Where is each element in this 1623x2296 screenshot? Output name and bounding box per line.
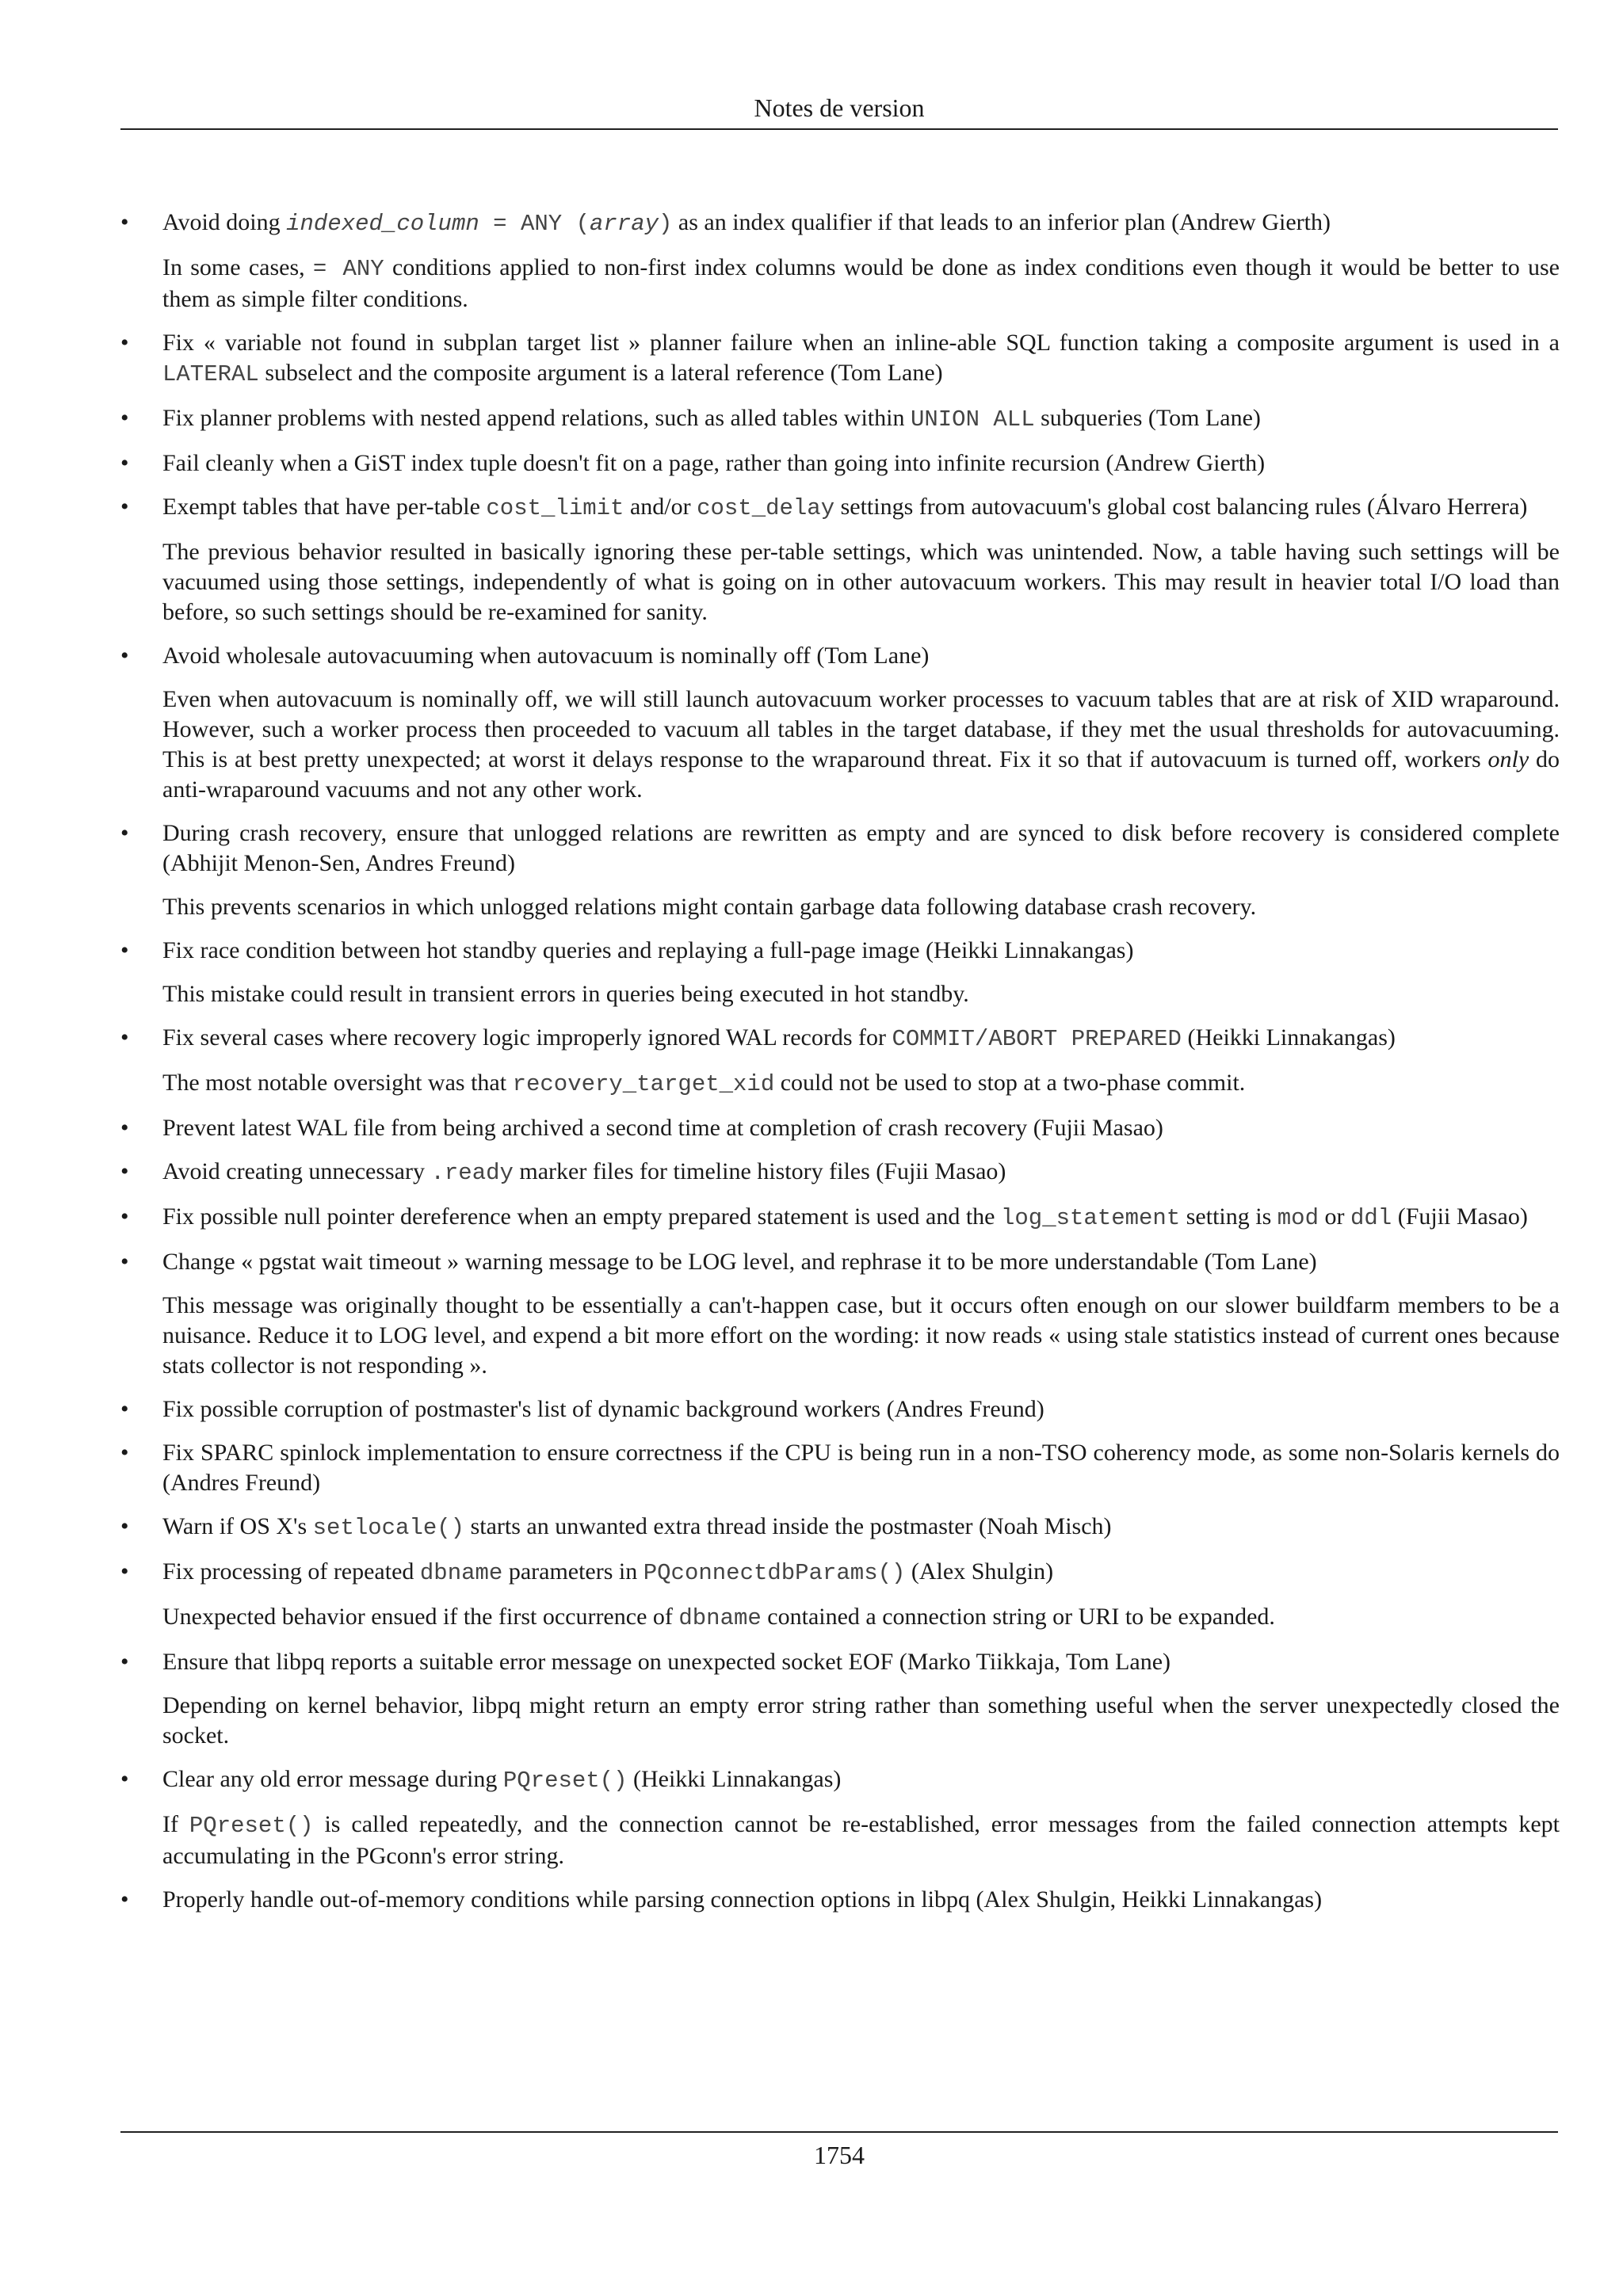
item-summary [162,1557,1560,1589]
text-run: Fix SPARC spinlock implementation to ensure correctness if the CPU is being run in a non-TSO coherency mode, as some non-Solaris kernels do (Andres Freund) [162,1440,1560,1496]
bullet-icon: • [120,1766,129,1792]
text-run: Fix several cases where recovery logic improperly ignored WAL records for [162,1024,892,1051]
bullet-icon: • [120,1558,129,1585]
item-description [162,979,1560,1009]
inline-code: = ANY ( [479,211,590,237]
item-description [162,537,1560,627]
text-run: This prevents scenarios in which unlogged relations might contain garbage data following database crash recovery. [162,894,1257,920]
text-run: parameters in [502,1558,643,1585]
list-item [120,818,1560,922]
list-item [120,208,1560,315]
list-item-body [162,328,1560,390]
bullet-icon: • [120,1513,129,1539]
text-run: In some cases, [162,254,313,280]
bullet-icon: • [120,1158,129,1184]
bullet-icon: • [120,494,129,520]
text-run: The previous behavior resulted in basically ignoring these per-table settings, which was unintended. Now, a table having such settings will be vacuumed using those settings, independently of what is going on in other autovacuum workers. This may result in heavier total I/O load than before, so such settings should be re-examined for sanity. [162,539,1560,625]
item-summary [162,1247,1560,1277]
release-notes-list [120,208,1560,1928]
text-run: starts an unwanted extra thread inside the postmaster (Noah Misch) [464,1513,1112,1539]
text-run: subqueries (Tom Lane) [1034,405,1261,431]
list-item [120,1512,1560,1543]
text-run: Properly handle out-of-memory conditions while parsing connection options in libpq (Alex Shulgin, Heikki Linnakangas) [162,1886,1323,1913]
list-item [120,936,1560,1009]
list-item-body [162,492,1560,627]
inline-code: PQconnectdbParams() [643,1560,906,1586]
bullet-icon: • [120,1886,129,1913]
bullet-icon: • [120,1203,129,1230]
item-summary [162,328,1560,390]
item-description [162,1602,1560,1634]
text-run: or [1318,1203,1350,1230]
inline-code: cost_delay [697,495,835,521]
list-item [120,492,1560,627]
item-summary [162,492,1560,524]
item-summary [162,1113,1560,1143]
item-description [162,892,1560,922]
text-run: settings from autovacuum's global cost balancing rules (Álvaro Herrera) [834,494,1528,520]
item-summary [162,1885,1560,1915]
list-item-body [162,1023,1560,1100]
text-run: Fix race condition between hot standby queries and replaying a full-page image (Heikki Linnakangas) [162,937,1134,963]
list-item-body [162,208,1560,315]
text-run: Fix processing of repeated [162,1558,420,1585]
list-item-body [162,1557,1560,1634]
inline-code: ) [659,211,673,237]
text-run: do anti-wraparound vacuums and not any other work. [162,746,1560,803]
text-run: Prevent latest WAL file from being archived a second time at completion of crash recovery (Fujii Masao) [162,1115,1163,1141]
text-run: and/or [624,494,697,520]
item-description [162,253,1560,315]
text-run: Fix possible corruption of postmaster's list of dynamic background workers (Andres Freund) [162,1396,1044,1422]
text-run: conditions applied to non-first index columns would be done as index conditions even though it would be better to use them as simple filter conditions. [162,254,1560,312]
list-item [120,1885,1560,1915]
text-run: Exempt tables that have per-table [162,494,487,520]
item-summary [162,403,1560,435]
list-item [120,1438,1560,1498]
inline-code: ddl [1350,1205,1392,1231]
list-item [120,1557,1560,1634]
text-run: The most notable oversight was that [162,1070,513,1096]
item-summary [162,1764,1560,1796]
list-item [120,1394,1560,1425]
inline-code: dbname [678,1605,762,1631]
text-run: (Alex Shulgin) [905,1558,1054,1585]
item-description [162,685,1560,805]
list-item-body [162,1247,1560,1381]
list-item-body [162,936,1560,1009]
bullet-icon: • [120,1396,129,1422]
text-run: subselect and the composite argument is a lateral reference (Tom Lane) [258,360,943,386]
text-run: Even when autovacuum is nominally off, we will still launch autovacuum worker processes to vacuum tables that are at risk of XID wraparound. However, such a worker process then proceeded to vacuum all tables in the target database, if they met the usual thresholds for autovacuuming. This is at best pretty unexpected; at worst it delays response to the wraparound threat. Fix it so that if autovacuum is turned off, workers [162,686,1560,772]
bullet-icon: • [120,1024,129,1051]
text-run: Fail cleanly when a GiST index tuple doesn't fit on a page, rather than going into infinite recursion (Andrew Gierth) [162,450,1266,476]
list-item-body [162,1885,1560,1915]
text-run: as an index qualifier if that leads to an inferior plan (Andrew Gierth) [672,209,1331,235]
inline-code: dbname [419,1560,503,1586]
list-item-body [162,1394,1560,1425]
item-summary [162,936,1560,966]
list-item-body [162,1512,1560,1543]
item-description [162,1291,1560,1381]
bullet-icon: • [120,820,129,846]
text-run: (Fujii Masao) [1392,1203,1528,1230]
item-summary [162,1647,1560,1677]
text-run: During crash recovery, ensure that unlogged relations are rewritten as empty and are synced to disk before recovery is considered complete (Abhijit Menon-Sen, Andres Freund) [162,820,1560,876]
item-summary [162,208,1560,239]
list-item-body [162,641,1560,805]
item-summary [162,818,1560,879]
bullet-icon: • [120,405,129,431]
list-item-body [162,1764,1560,1871]
text-run: Fix planner problems with nested append relations, such as alled tables within [162,405,911,431]
footer-rule [120,2131,1558,2133]
text-run: Clear any old error message during [162,1766,503,1792]
list-item [120,1113,1560,1143]
bullet-icon: • [120,1249,129,1275]
text-run: could not be used to stop at a two-phase commit. [774,1070,1246,1096]
text-run: Ensure that libpq reports a suitable error message on unexpected socket EOF (Marko Tiikkaja, Tom Lane) [162,1649,1171,1675]
list-item [120,448,1560,479]
inline-code: UNION ALL [910,406,1035,433]
text-run: is called repeatedly, and the connection cannot be re-established, error messages from the failed connection attempts kept accumulating in the PGconn's error string. [162,1811,1560,1869]
inline-code: .ready [430,1160,514,1186]
inline-code: recovery_target_xid [512,1071,775,1097]
inline-code: PQreset() [502,1768,628,1794]
text-run: setting is [1180,1203,1277,1230]
item-description [162,1810,1560,1871]
list-item [120,1023,1560,1100]
list-item [120,328,1560,390]
item-summary [162,1394,1560,1425]
text-run: This message was originally thought to be essentially a can't-happen case, but it occurs often enough on our slower buildfarm members to be a nuisance. Reduce it to LOG level, and expend a bit more effort on the wording: it now reads « using stale statistics instead of current ones because stats collector is not responding ». [162,1292,1560,1379]
item-summary [162,1512,1560,1543]
bullet-icon: • [120,330,129,356]
list-item [120,1157,1560,1188]
list-item-body [162,1113,1560,1143]
inline-code: array [589,211,659,237]
text-run: Avoid creating unnecessary [162,1158,431,1184]
bullet-icon: • [120,209,129,235]
inline-code: mod [1277,1205,1319,1231]
item-description [162,1068,1560,1100]
list-item-body [162,1157,1560,1188]
text-run: Unexpected behavior ensued if the first occurrence of [162,1604,679,1630]
header-rule [120,128,1558,130]
text-run: marker files for timeline history files (Fujii Masao) [513,1158,1006,1184]
text-run: Warn if OS X's [162,1513,313,1539]
item-summary [162,448,1560,479]
text-run: contained a connection string or URI to be expanded. [761,1604,1275,1630]
text-run: Depending on kernel behavior, libpq might return an empty error string rather than something useful when the server unexpectedly closed the socket. [162,1692,1560,1749]
bullet-icon: • [120,450,129,476]
text-run: Fix possible null pointer dereference when an empty prepared statement is used and the [162,1203,1001,1230]
list-item-body [162,1438,1560,1498]
item-summary [162,1438,1560,1498]
item-description [162,1691,1560,1751]
text-run: (Heikki Linnakangas) [627,1766,842,1792]
bullet-icon: • [120,1440,129,1466]
inline-code: = ANY [312,256,384,282]
text-run: This mistake could result in transient errors in queries being executed in hot standby. [162,981,969,1007]
bullet-icon: • [120,1115,129,1141]
inline-code: indexed_column [286,211,479,237]
text-run: (Heikki Linnakangas) [1181,1024,1396,1051]
list-item [120,1764,1560,1871]
list-item [120,641,1560,805]
page-header-title: Notes de version [754,93,925,122]
list-item-body [162,818,1560,922]
inline-code: cost_limit [486,495,624,521]
text-run: Avoid doing [162,209,287,235]
inline-code: LATERAL [162,361,259,387]
bullet-icon: • [120,937,129,963]
inline-code: setlocale() [312,1515,465,1541]
page-number: 1754 [814,2141,865,2169]
emphasis-text: only [1487,746,1529,772]
list-item [120,1202,1560,1234]
list-item [120,1247,1560,1381]
list-item-body [162,448,1560,479]
inline-code: PQreset() [189,1813,314,1839]
item-summary [162,641,1560,671]
list-item-body [162,1202,1560,1234]
item-summary [162,1023,1560,1055]
text-run: Fix « variable not found in subplan target list » planner failure when an inline-able SQL function taking a composite argument is used in a [162,330,1560,356]
list-item-body [162,403,1560,435]
inline-code: COMMIT/ABORT PREPARED [892,1026,1182,1052]
text-run: If [162,1811,189,1837]
item-summary [162,1157,1560,1188]
list-item-body [162,1647,1560,1751]
list-item [120,1647,1560,1751]
bullet-icon: • [120,643,129,669]
text-run: Change « pgstat wait timeout » warning message to be LOG level, and rephrase it to be more understandable (Tom Lane) [162,1249,1317,1275]
list-item [120,403,1560,435]
item-summary [162,1202,1560,1234]
text-run: Avoid wholesale autovacuuming when autovacuum is nominally off (Tom Lane) [162,643,930,669]
inline-code: log_statement [1001,1205,1181,1231]
bullet-icon: • [120,1649,129,1675]
